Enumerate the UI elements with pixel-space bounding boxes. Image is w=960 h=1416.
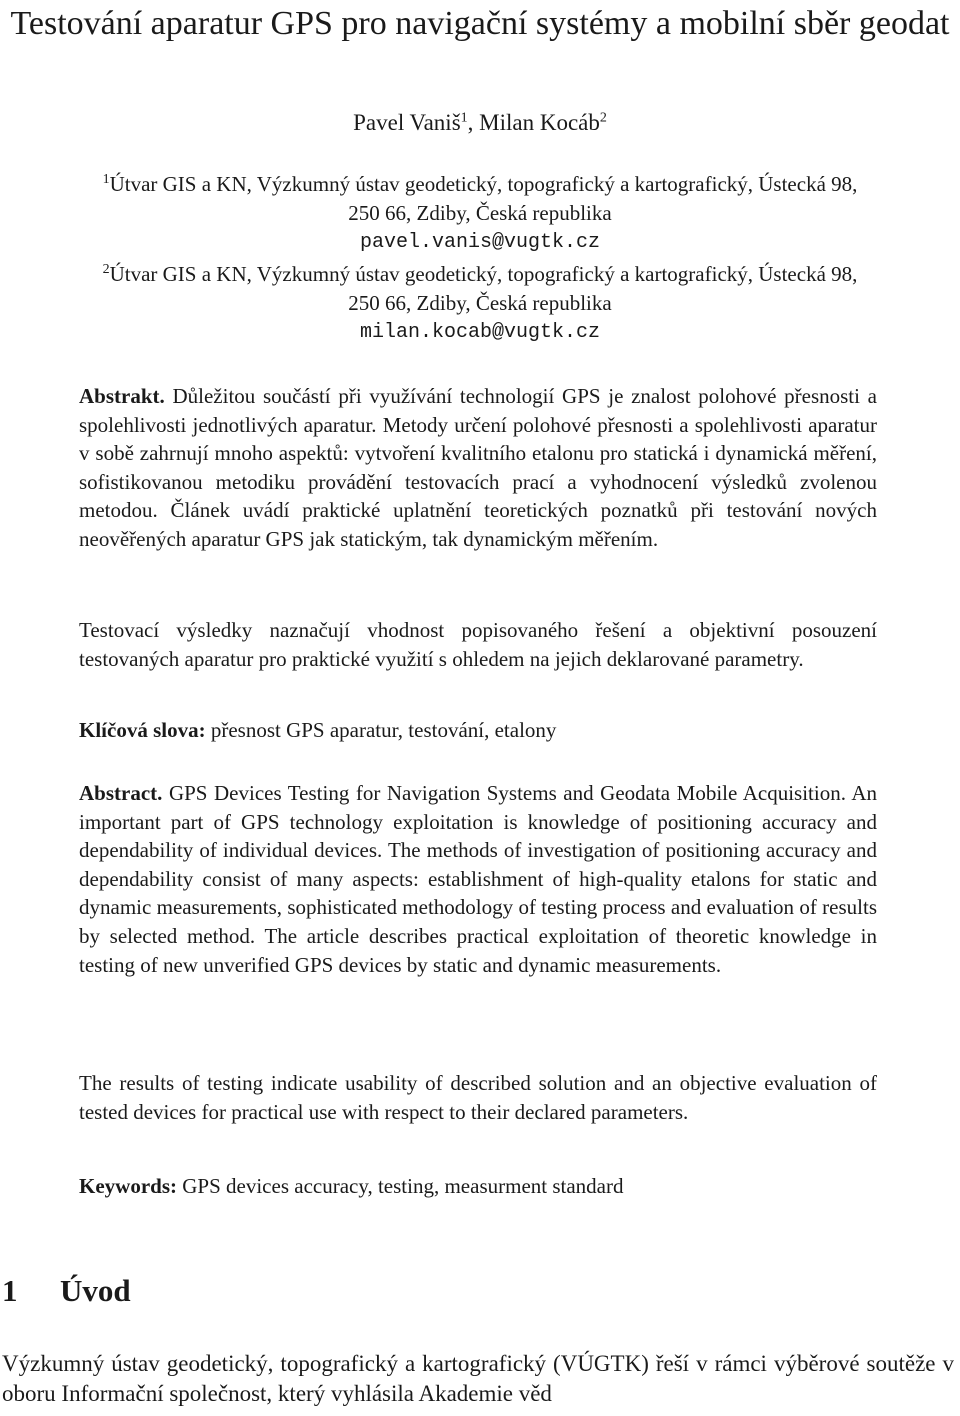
keywords-text: GPS devices accuracy, testing, measurment standard xyxy=(177,1174,624,1198)
affiliation-2-line1 xyxy=(0,260,960,289)
author-2-name: , Milan Kocáb xyxy=(467,110,600,135)
affiliation-1-text: Útvar GIS a KN, Výzkumný ústav geodetický, topografický a kartografický, Ústecká 98, xyxy=(109,172,858,196)
keywords xyxy=(79,1172,877,1201)
author-2-sup: 2 xyxy=(599,110,607,126)
author-1-name: Pavel Vaniš xyxy=(353,110,461,135)
affiliation-1 xyxy=(0,170,960,257)
affiliation-2 xyxy=(0,260,960,347)
abstract-label: Abstract. xyxy=(79,781,163,805)
keywords-label: Keywords: xyxy=(79,1174,177,1198)
section-heading xyxy=(2,1271,131,1311)
affiliation-2-email[interactable]: milan.kocab@vugtk.cz xyxy=(359,321,601,344)
klicova-slova xyxy=(79,716,877,745)
affiliation-2-text: Útvar GIS a KN, Výzkumný ústav geodetický, topografický a kartografický, Ústecká 98, xyxy=(109,262,858,286)
abstract-text: GPS Devices Testing for Navigation Systems and Geodata Mobile Acquisition. An important part of GPS technology exploitation is knowledge of positioning accuracy and dependability of individual devices. The methods of investigation of positioning accuracy and dependability consist of many aspects: establishment of high-quality etalons for static and dynamic measurements, sophisticated methodology of testing process and evaluation of results by selected method. The article describes practical exploitation of theoretic knowledge in testing of new unverified GPS devices by static and dynamic measurements. xyxy=(79,781,877,977)
abstrakt-paragraph-1 xyxy=(79,382,877,554)
affiliation-1-sup: 1 xyxy=(102,172,110,187)
klicova-text: přesnost GPS aparatur, testování, etalony xyxy=(205,718,557,742)
abstrakt-paragraph-2: Testovací výsledky naznačují vhodnost popisovaného řešení a objektivní posouzení testovaných aparatur pro praktické využití s ohledem na jejich deklarované parametry. xyxy=(79,618,877,671)
abstrakt-label: Abstrakt. xyxy=(79,384,165,408)
klicova-label: Klíčová slova: xyxy=(79,718,206,742)
authors xyxy=(0,108,960,138)
affiliation-2-line2: 250 66, Zdiby, Česká republika xyxy=(348,291,612,315)
abstrakt-text: Důležitou součástí při využívání technologií GPS je znalost polohové přesnosti a spolehlivosti jednotlivých aparatur. Metody určení polohové přesnosti a spolehlivosti aparatur v sobě zahrnují mnoho aspektů: vytvoření kvalitního etalonu pro statická i dynamická měření, sofistikovanou metodiku provádění testovacích prací a vyhodnocení výsledků zvolenou metodou. Článek uvádí praktické uplatnění teoretických poznatků při testování nových neověřených aparatur GPS jak statickým, tak dynamickým měřením. xyxy=(79,384,877,551)
affiliation-1-line2: 250 66, Zdiby, Česká republika xyxy=(348,201,612,225)
affiliation-1-email[interactable]: pavel.vanis@vugtk.cz xyxy=(359,231,601,254)
affiliation-1-line1 xyxy=(0,170,960,199)
paper-title: Testování aparatur GPS pro navigační systémy a mobilní sběr geodat xyxy=(10,5,950,42)
intro-paragraph: Výzkumný ústav geodetický, topografický a kartografický (VÚGTK) řeší v rámci výběrové soutěže v oboru Informační společnost, který vyhlásila Akademie věd xyxy=(2,1351,954,1406)
abstract-paragraph-2: The results of testing indicate usability of described solution and an objective evaluation of tested devices for practical use with respect to their declared parameters. xyxy=(79,1071,877,1124)
section-number: 1 xyxy=(2,1273,18,1308)
affiliation-2-sup: 2 xyxy=(102,262,110,277)
section-title: Úvod xyxy=(60,1273,131,1308)
author-1-sup: 1 xyxy=(460,110,468,126)
abstract-paragraph-1 xyxy=(79,779,877,979)
